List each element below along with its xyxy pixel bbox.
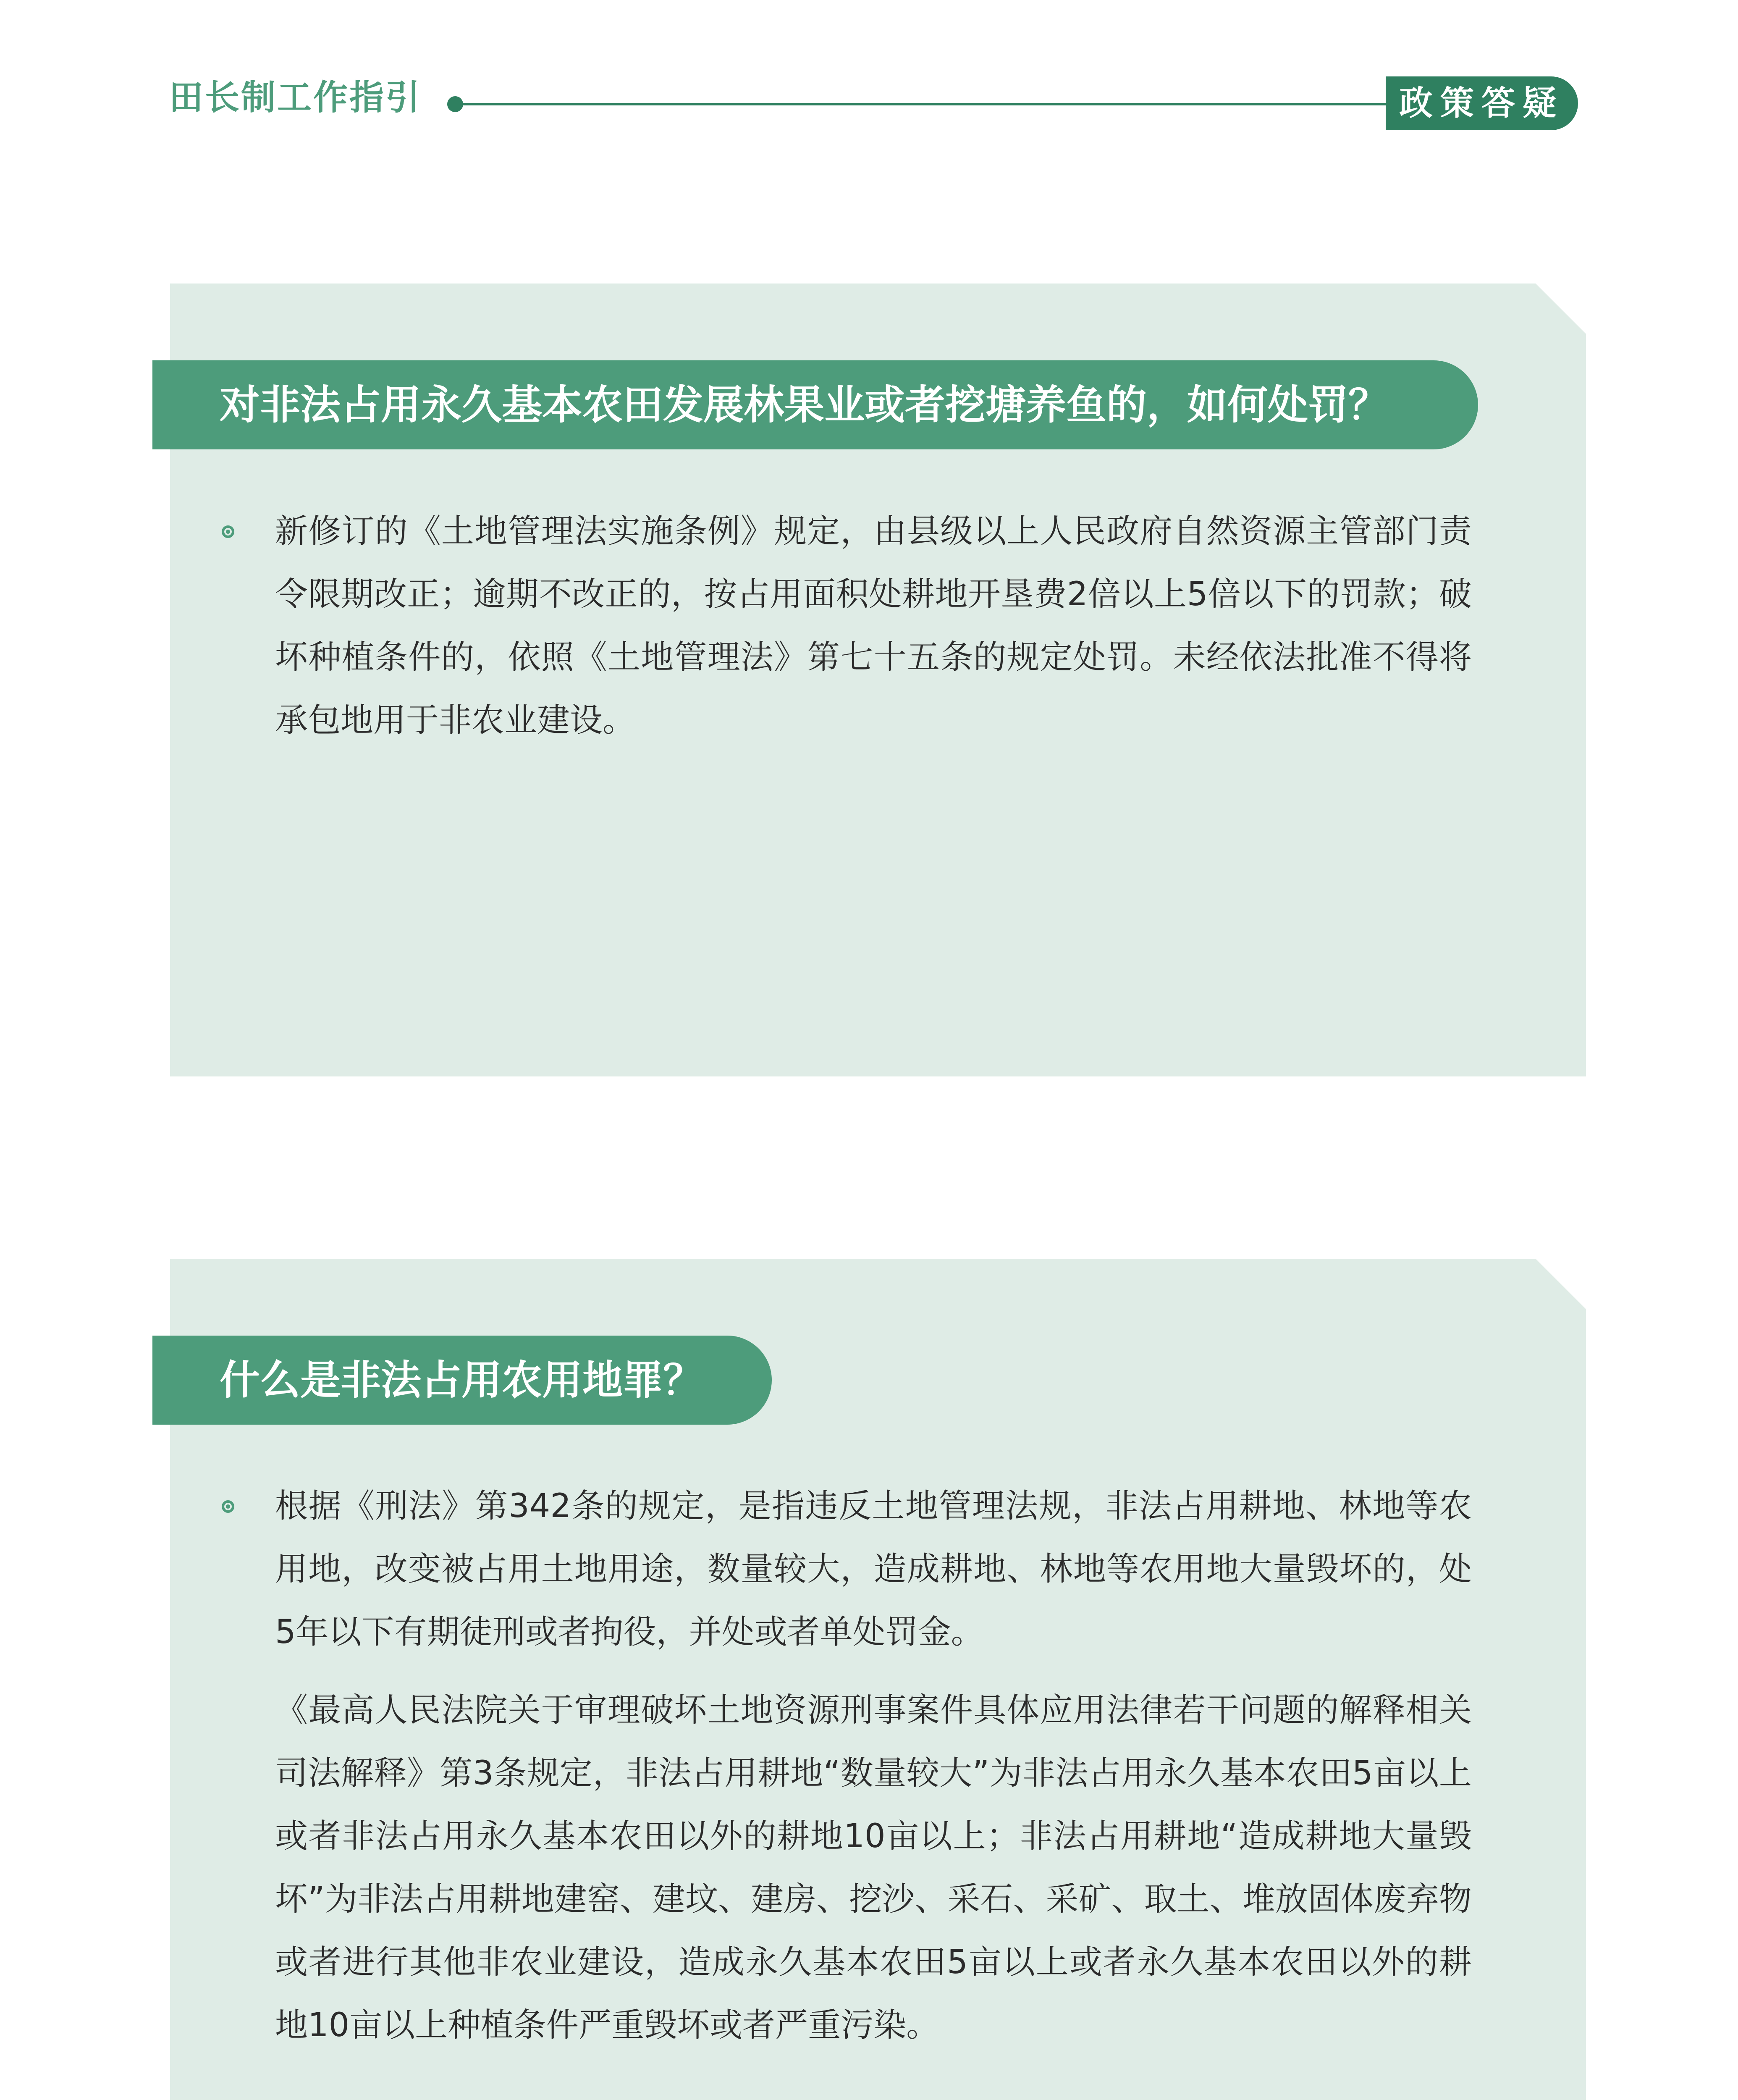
question-1-title: 对非法占用永久基本农田发展林果业或者挖塘养鱼的，如何处罚？ — [152, 360, 1478, 449]
header-divider — [456, 103, 1400, 105]
section-tag: 政策答疑 — [1386, 76, 1578, 130]
answer-2-text: 根据《刑法》第342条的规定，是指违反土地管理法规，非法占用耕地、林地等农用地，改变被占用土地用途，数量较大，造成耕地、林地等农用地大量毁坏的，处5年以下有期徒刑或者拘役，并处或者单处罚金。 — [275, 1487, 1472, 1651]
bullet-icon — [222, 525, 234, 538]
answer-2-extra-text: 《最高人民法院关于审理破坏土地资源刑事案件具体应用法律若干问题的解释相关司法解释》第3条规定，非法占用耕地“数量较大”为非法占用永久基本农田5亩以上或者非法占用永久基本农田以外的耕地10亩以上；非法占用耕地“造成耕地大量毁坏”为非法占用耕地建窑、建坟、建房、挖沙、采石、采矿、取土、堆放固体废弃物或者进行其他非农业建设，造成永久基本农田5亩以上或者永久基本农田以外的耕地10亩以上种植条件严重毁坏或者严重污染。 — [275, 1691, 1472, 2044]
header-title: 田长制工作指引 — [169, 78, 422, 118]
question-2-title: 什么是非法占用农用地罪？ — [152, 1336, 772, 1425]
bullet-icon — [222, 1500, 234, 1513]
answer-1-text: 新修订的《土地管理法实施条例》规定，由县级以上人民政府自然资源主管部门责令限期改正；逾期不改正的，按占用面积处耕地开垦费2倍以上5倍以下的罚款；破坏种植条件的，依照《土地管理法》第七十五条的规定处罚。未经依法批准不得将承包地用于非农业建设。 — [275, 512, 1472, 739]
